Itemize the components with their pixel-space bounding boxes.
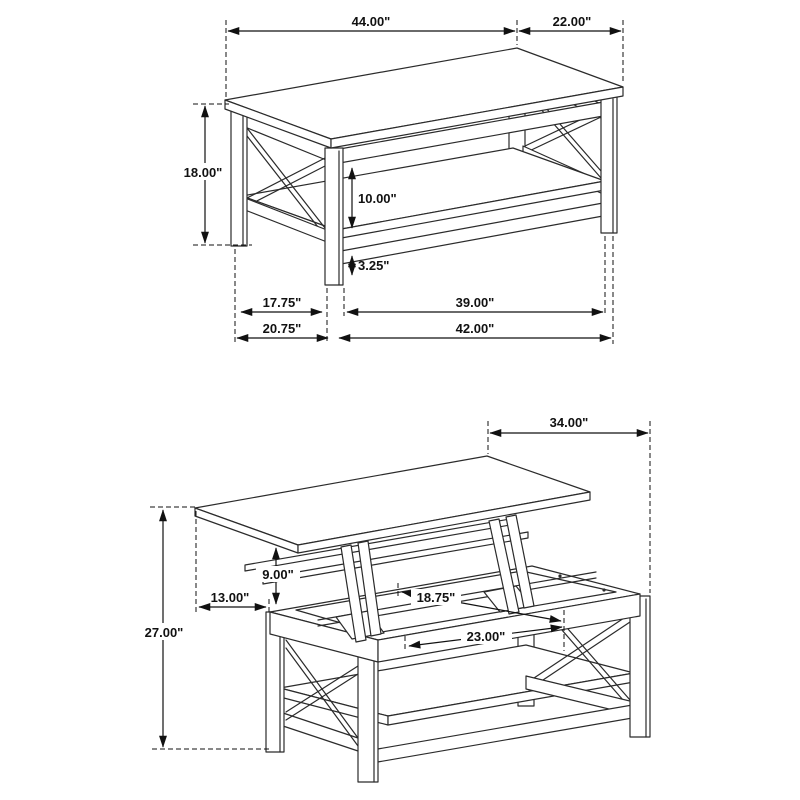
open-view-drawing [140, 415, 650, 782]
dim-label-top-length: 44.00" [351, 14, 391, 29]
dim-label-end-inner: 17.75" [262, 295, 302, 310]
dim-label-top-depth: 22.00" [552, 14, 592, 29]
dim-label-front-inner: 39.00" [455, 295, 495, 310]
dim-label-apron-to-shelf: 10.00" [358, 191, 397, 206]
dim-label-open-height: 27.00" [144, 625, 184, 640]
closed-view-drawing [179, 14, 623, 344]
dim-label-height: 18.00" [183, 165, 223, 180]
dim-label-front-outer: 42.00" [455, 321, 495, 336]
dim-label-end-outer: 20.75" [262, 321, 302, 336]
dim-label-opening-depth: 18.75" [416, 590, 456, 605]
dim-label-opening-length: 23.00" [466, 629, 506, 644]
lift-top-panel [195, 456, 590, 584]
dim-label-top-overhang: 13.00" [210, 590, 250, 605]
dim-label-lift-height: 9.00" [262, 567, 294, 582]
dim-label-rail-to-floor: 3.25" [358, 258, 390, 273]
dim-label-top-travel: 34.00" [549, 415, 589, 430]
